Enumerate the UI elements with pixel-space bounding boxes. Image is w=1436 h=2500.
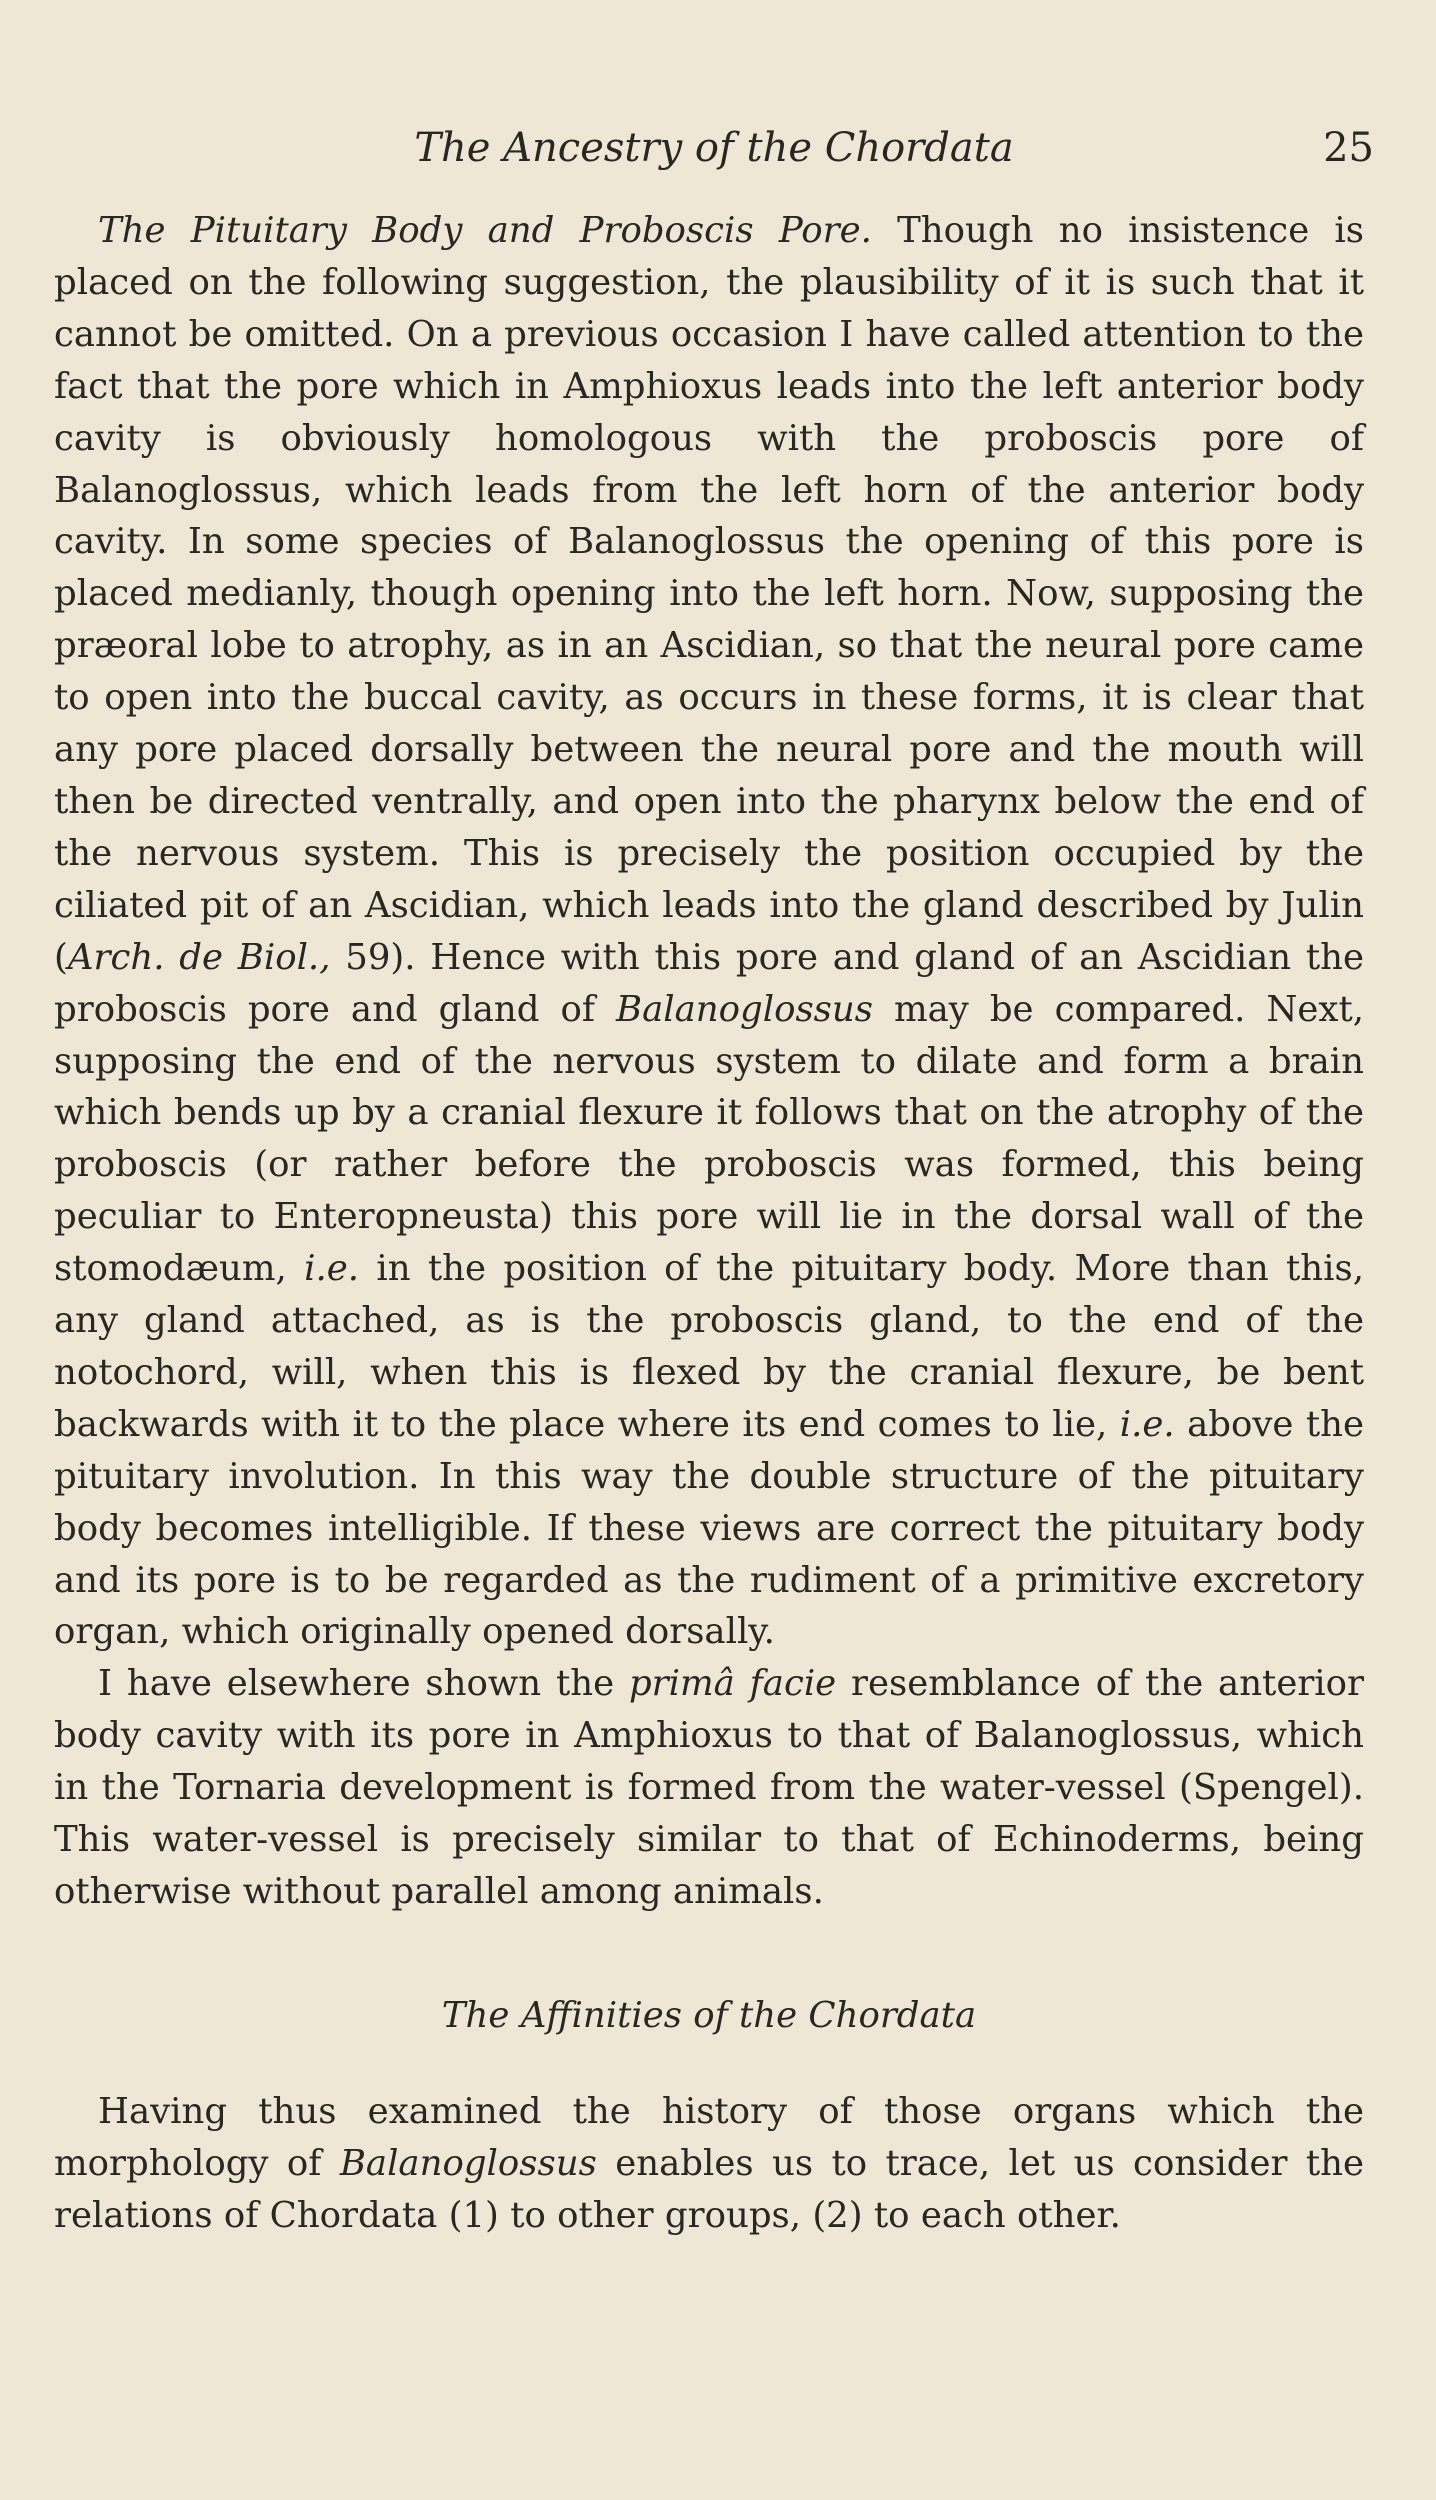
- run-in-title: The Pituitary Body and Proboscis Pore.: [98, 210, 872, 251]
- text-run: above the pituitary involution. In this way the double structure of the pituitary body becomes intelligible. If these views are correct the pituitary body and its pore is to be regarded as the rudiment of a primitive excretory organ, which originally opened dorsally.: [54, 1403, 1364, 1653]
- abbreviation-ie: i.e.: [1119, 1403, 1175, 1445]
- citation-journal: Arch. de Biol.,: [67, 936, 331, 978]
- running-title: The Ancestry of the Chordata: [414, 125, 1014, 171]
- text-run: 59). Hence with this pore and gland of an Ascidian the proboscis pore and gland of: [54, 936, 1365, 1030]
- page-number: 25: [1323, 125, 1374, 171]
- paragraph-pituitary-body: [54, 205, 1364, 1658]
- paragraph-affinities: [54, 2086, 1364, 2242]
- latin-phrase: primâ facie: [628, 1663, 837, 1705]
- genus-name: Balanoglossus: [615, 988, 873, 1030]
- section-heading: The Affinities of the Chordata: [441, 1994, 977, 2036]
- text-run: may be compared. Next, supposing the end of the nervous system to dilate and form a brain which bends up by a cranial flexure it follows that on the atrophy of the proboscis (or rather before the proboscis was formed, this being peculiar to Enteropneusta) this pore will lie in the dorsal wall of the stomodæum,: [54, 988, 1364, 1290]
- genus-name: Balanoglossus: [339, 2142, 597, 2184]
- body-text: [54, 205, 1364, 2242]
- abbreviation-ie: i.e.: [304, 1248, 360, 1290]
- text-run: Though no insistence is placed on the following suggestion, the plausibility of it is such that it cannot be omitted. On a previous occasion I have called attention to the fact that the pore which in Amphioxus leads into the left anterior body cavity is obviously homologous with the proboscis pore of Balanoglossus, which leads from the left horn of the anterior body cavity. In some species of Balanoglossus the opening of this pore is placed medianly, though opening into the left horn. Now, supposing the præoral lobe to atrophy, as in an Ascidian, so that the neural pore came to open into the buccal cavity, as occurs in these forms, it is clear that any pore placed dorsally between the neural pore and the mouth will then be directed ventrally, and open into the pharynx below the end of the nervous system. This is precisely the position occupied by the ciliated pit of an Ascidian, which leads into the gland described by Julin (: [54, 210, 1364, 978]
- paragraph-prima-facie: [54, 1658, 1364, 1918]
- text-run: resemblance of the anterior body cavity with its pore in Amphioxus to that of Balanoglossus, which in the Tornaria development is formed from the water-vessel (Spengel). This water-vessel is precisely similar to that of Echinoderms, being otherwise without parallel among animals.: [54, 1663, 1365, 1912]
- text-run: enables us to trace, let us consider the relations of Chordata (1) to other groups, (2) to each other.: [54, 2142, 1365, 2236]
- running-head: [54, 118, 1374, 178]
- text-run: I have elsewhere shown the: [98, 1663, 629, 1705]
- text-run: Having thus examined the history of those organs which the morphology of: [54, 2090, 1364, 2184]
- text-run: in the position of the pituitary body. More than this, any gland attached, as is the proboscis gland, to the end of the notochord, will, when this is flexed by the cranial flexure, be bent backwards with it to the place where its end comes to lie,: [54, 1248, 1364, 1445]
